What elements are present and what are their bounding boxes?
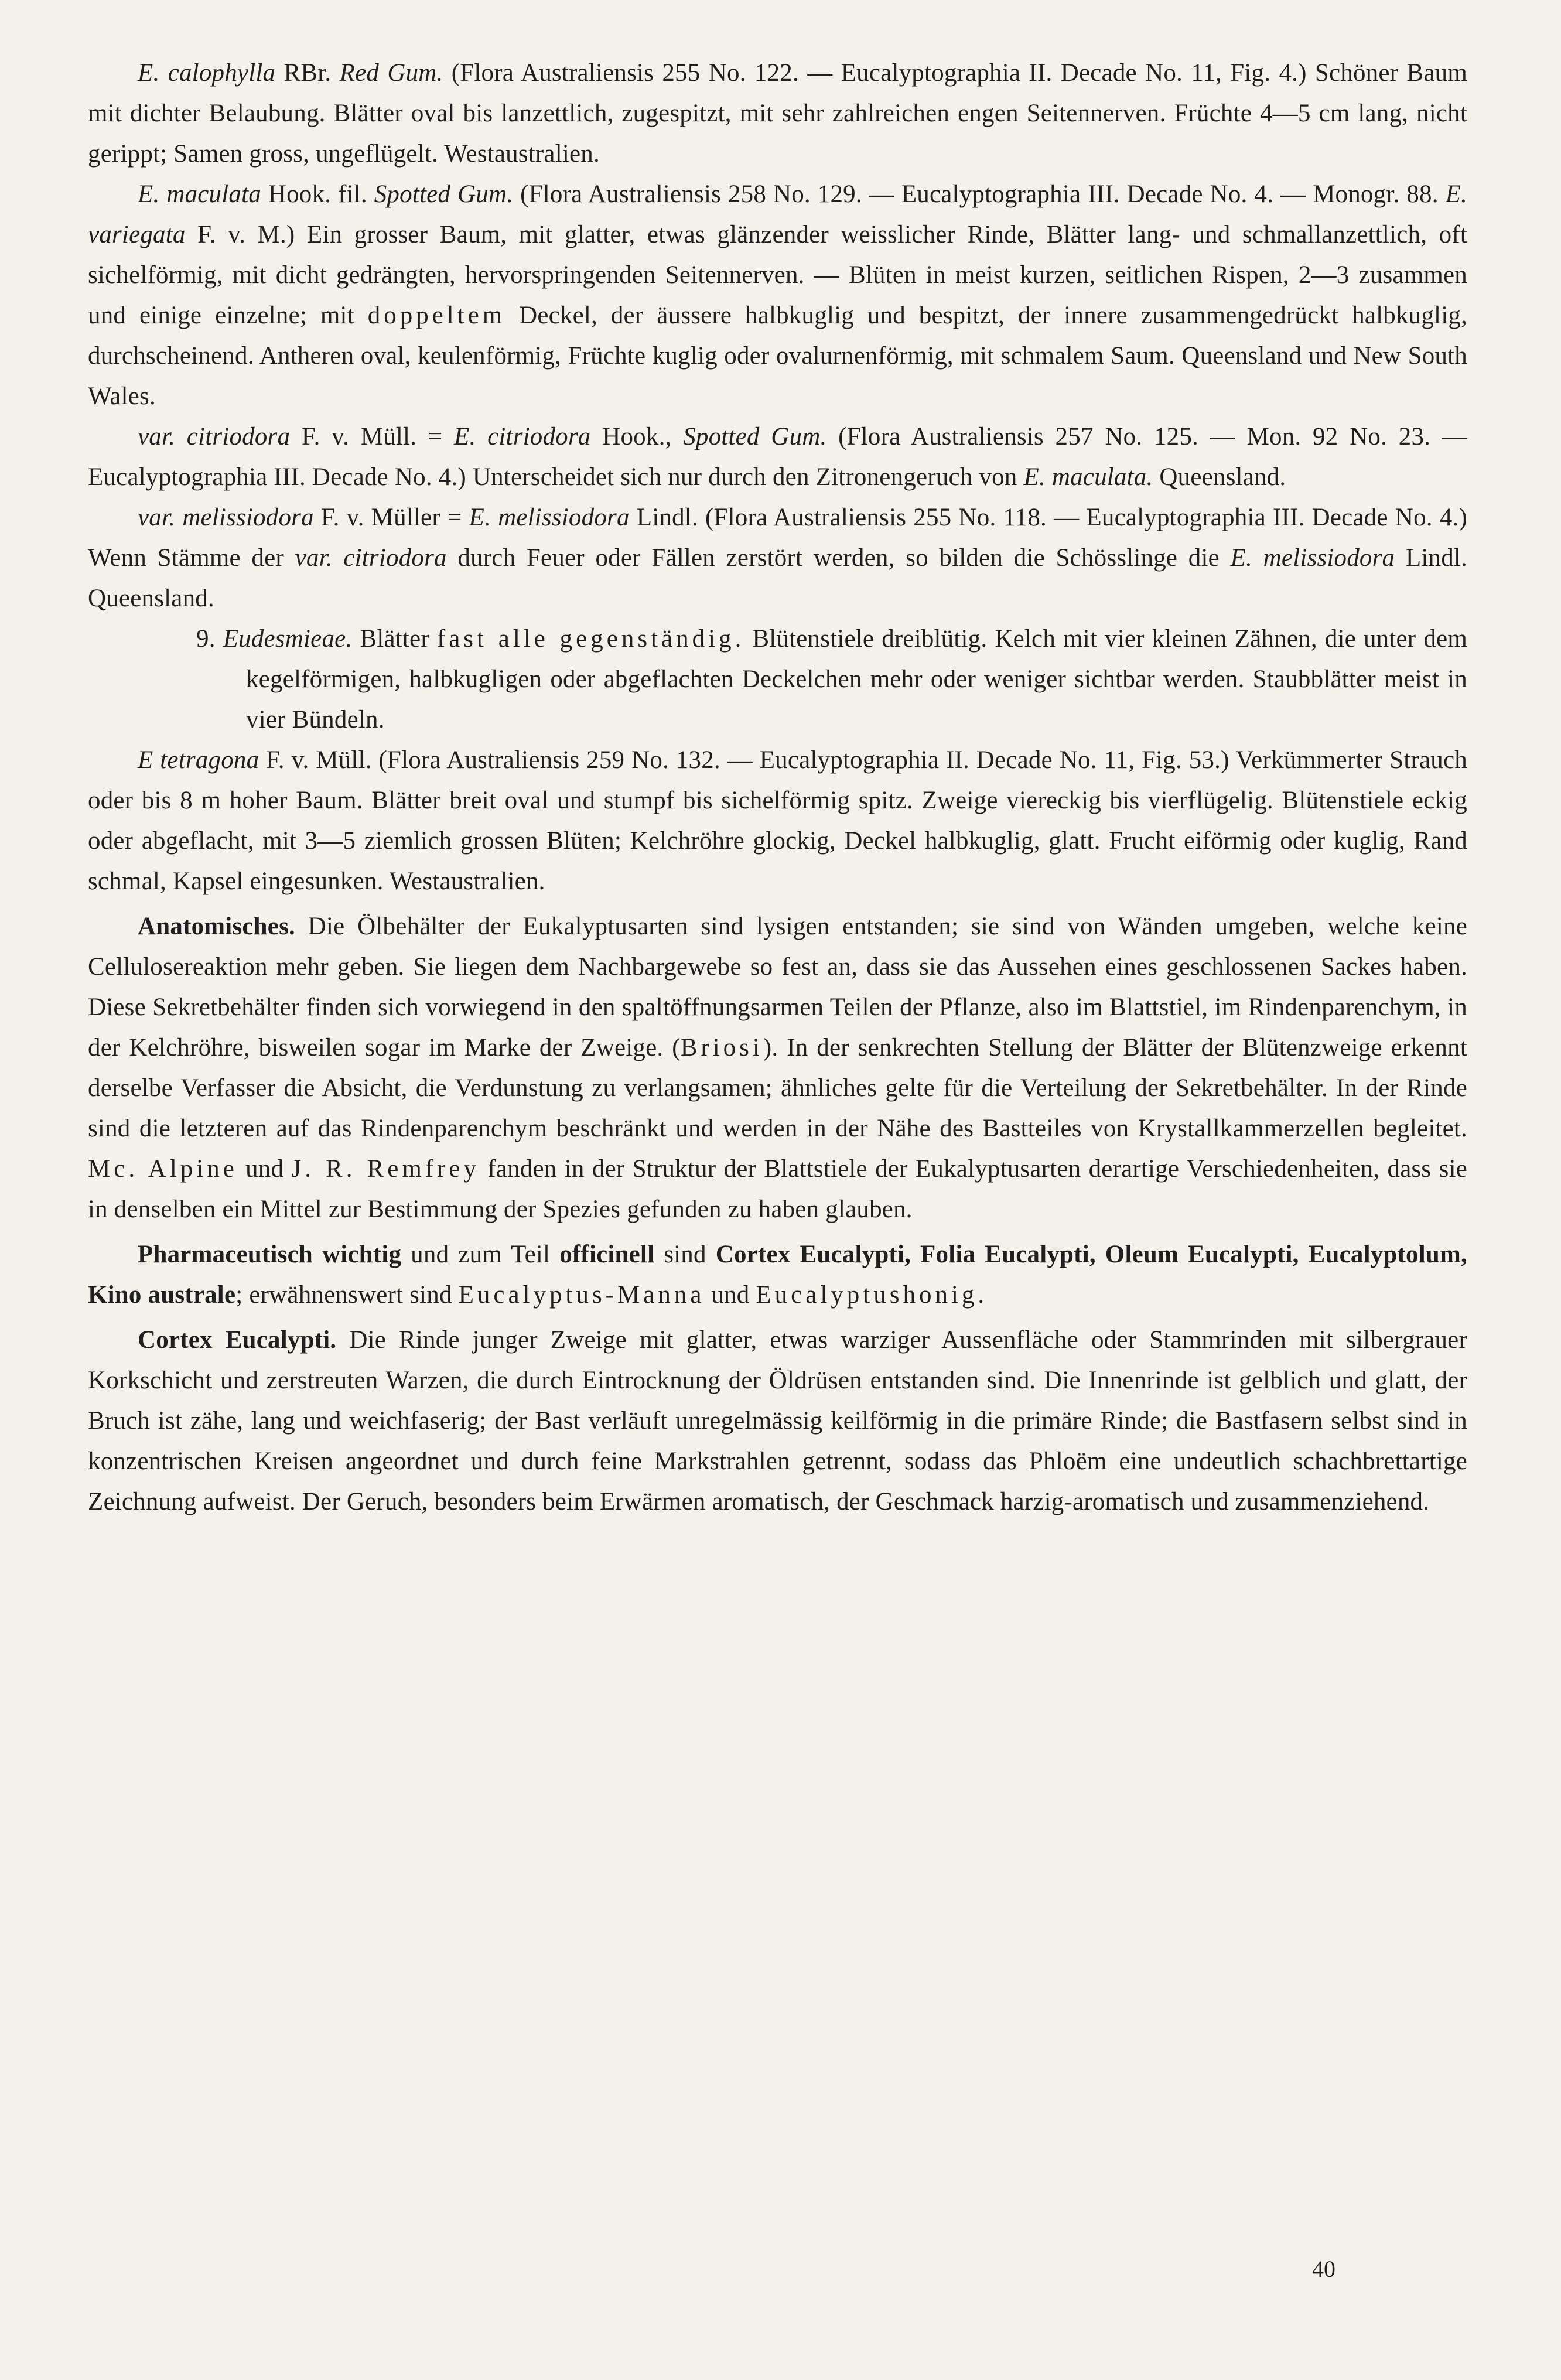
italic-run: var. citriodora (295, 544, 447, 572)
italic-run: Red Gum. (339, 59, 443, 87)
italic-run: E. melissiodora (1230, 544, 1395, 572)
spaced-run: Eucalyptushonig. (756, 1281, 988, 1309)
text-run: sind (654, 1241, 716, 1268)
body-text (88, 53, 1467, 1522)
italic-run: E. maculata. (1023, 463, 1153, 491)
bold-run: Anatomisches. (138, 913, 295, 940)
text-run: Deckel, der äussere halbkuglig und bespitzt, der innere zusammengedrückt halbkuglig, durchscheinend. Antheren oval, keulenförmig, Früchte kuglig oder ovalurnenförmig, mit schmalem Saum. Queensland und New South Wales. (88, 302, 1467, 410)
italic-run: var. citriodora (138, 423, 291, 450)
text-run: fanden in der Struktur der Blattstiele der Eukalyptusarten derartige Verschiedenheiten, dass sie in denselben ein Mittel zur Bestimmung der Spezies gefunden zu haben glauben. (88, 1155, 1467, 1223)
italic-run: E. maculata (138, 180, 261, 208)
paragraph-anatomisches (88, 906, 1467, 1230)
text-run: Hook., (590, 423, 684, 450)
text-run: F. v. Müll. (Flora Australiensis 259 No. 132. — Eucalyptographia II. Decade No. 11, Fig. 53.) Verkümmerter Strauch oder bis 8 m hoher Baum. Blätter breit oval und stumpf bis sichelförmig spitz. Zweige viereckig bis vierflügelig. Blütenstiele eckig oder abgeflacht, mit 3—5 ziemlich grossen Blüten; Kelchröhre glockig, Deckel halbkuglig, glatt. Frucht eiförmig oder kuglig, Rand schmal, Kapsel eingesunken. Westaustralien. (88, 746, 1467, 895)
italic-run: var. melissiodora (138, 504, 314, 531)
italic-run: E. melissiodora (469, 504, 630, 531)
spaced-run: Eucalyptus-Manna (458, 1281, 705, 1309)
text-run: und (237, 1155, 292, 1183)
spaced-run: fast alle gegenständig. (436, 625, 745, 653)
spaced-run: J. R. Remfrey (291, 1155, 480, 1183)
text-run: F. v. Müller = (313, 504, 469, 531)
text-run: Blütenstiele dreiblütig. Kelch mit vier kleinen Zähnen, die unter dem kegelförmigen, halbkugligen oder abgeflachten Deckelchen mehr oder weniger sichtbar werden. Staubblätter meist in vier Bündeln. (246, 625, 1467, 733)
text-run: Lindl. Queensland. (88, 544, 1467, 612)
bold-run: Cortex Eucalypti, Folia Eucalypti, Oleum Eucalypti, Eucalyptolum, Kino australe (88, 1241, 1467, 1309)
paragraph-eudesmieae (88, 619, 1467, 740)
paragraph-tetragona (88, 740, 1467, 902)
bold-run: Pharmaceutisch wichtig (138, 1241, 402, 1268)
text-run: ). In der senkrechten Stellung der Blätter der Blütenzweige erkennt derselbe Verfasser die Absicht, die Verdunstung zu verlangsamen; ähnliches gelte für die Verteilung der Sekretbehälter. In der Rinde sind die letzteren auf das Rindenparenchym beschränkt und werden in der Nähe des Bastteiles von Krystallkammerzellen begleitet. (88, 1034, 1467, 1142)
paragraph-maculata (88, 174, 1467, 416)
text-run: Queensland. (1153, 463, 1286, 491)
paragraph-cortex (88, 1320, 1467, 1522)
paragraph-citriodora (88, 416, 1467, 497)
text-run: Lindl. (Flora Australiensis 255 No. 118. — Eucalyptographia III. Decade No. 4.) Wenn Stämme der (88, 504, 1468, 572)
text-run: Hook. fil. (261, 180, 374, 208)
text-run: und (705, 1281, 756, 1309)
italic-run: Spotted Gum. (683, 423, 827, 450)
text-run: Blätter (352, 625, 437, 653)
text-run: (Flora Australiensis 258 No. 129. — Eucalyptographia III. Decade No. 4. — Monogr. 88. (513, 180, 1446, 208)
bold-run: Cortex Eucalypti. (138, 1326, 337, 1354)
paragraph-calophylla (88, 53, 1467, 174)
italic-run: E. calophylla (138, 59, 276, 87)
text-run: RBr. (275, 59, 340, 87)
spaced-run: Mc. Alpine (88, 1155, 238, 1183)
bold-run: officinell (559, 1241, 655, 1268)
text-run: F. v. M.) Ein grosser Baum, mit glatter, etwas glänzender weisslicher Rinde, Blätter lang- und schmallanzettlich, oft sichelförmig, mit dicht gedrängten, hervorspringenden Seitennerven. — Blüten in meist kurzen, seitlichen Rispen, 2—3 zusammen und einige einzelne; mit (88, 221, 1467, 329)
page-number: 40 (1312, 2256, 1335, 2282)
text-run: durch Feuer oder Fällen zerstört werden, so bilden die Schösslinge die (446, 544, 1231, 572)
text-run: F. v. Müll. = (290, 423, 454, 450)
italic-run: E. variegata (88, 180, 1467, 248)
paragraph-melissiodora (88, 497, 1467, 619)
italic-run: Eudesmieae. (223, 625, 353, 653)
text-run: Die Rinde junger Zweige mit glatter, etwas warziger Aussenfläche oder Stammrinden mit silbergrauer Korkschicht und zerstreuten Warzen, die durch Eintrocknung der Öldrüsen entstanden sind. Die Innenrinde ist gelblich und glatt, der Bruch ist zähe, lang und weichfaserig; der Bast verläuft unregelmässig keilförmig in die primäre Rinde; die Bastfasern selbst sind in konzentrischen Kreisen angeordnet und durch feine Markstrahlen getrennt, sodass das Phloëm eine undeutlich schachbrettartige Zeichnung aufweist. Der Geruch, besonders beim Erwärmen aromatisch, der Geschmack harzig-aromatisch und zusammenziehend. (88, 1326, 1467, 1515)
text-run: Die Ölbehälter der Eukalyptusarten sind lysigen entstanden; sie sind von Wänden umgeben, welche keine Cellulosereaktion mehr geben. Sie liegen dem Nachbargewebe so fest an, dass sie das Aussehen eines geschlossenen Sackes haben. Diese Sekretbehälter finden sich vorwiegend in den spaltöffnungsarmen Teilen der Pflanze, also im Blattstiel, im Rindenparenchym, in der Kelchröhre, bisweilen sogar im Marke der Zweige. ( (88, 913, 1467, 1061)
text-run: und zum Teil (401, 1241, 560, 1268)
text-run: (Flora Australiensis 257 No. 125. — Mon. 92 No. 23. — Eucalyptographia III. Decade No. 4.) Unterscheidet sich nur durch den Zitronengeruch von (88, 423, 1468, 491)
spaced-run: Briosi (680, 1034, 763, 1061)
paragraph-pharmaceutisch (88, 1234, 1467, 1315)
text-run: ; erwähnenswert sind (235, 1281, 459, 1309)
italic-run: E. citriodora (454, 423, 591, 450)
text-run: 9. (196, 625, 223, 653)
italic-run: Spotted Gum. (374, 180, 514, 208)
italic-run: E tetragona (138, 746, 259, 774)
spaced-run: doppeltem (367, 302, 506, 329)
text-run: (Flora Australiensis 255 No. 122. — Eucalyptographia II. Decade No. 11, Fig. 4.) Schöner Baum mit dichter Belaubung. Blätter oval bis lanzettlich, zugespitzt, mit sehr zahlreichen engen Seitennerven. Früchte 4—5 cm lang, nicht gerippt; Samen gross, ungeflügelt. Westaustralien. (88, 59, 1467, 168)
